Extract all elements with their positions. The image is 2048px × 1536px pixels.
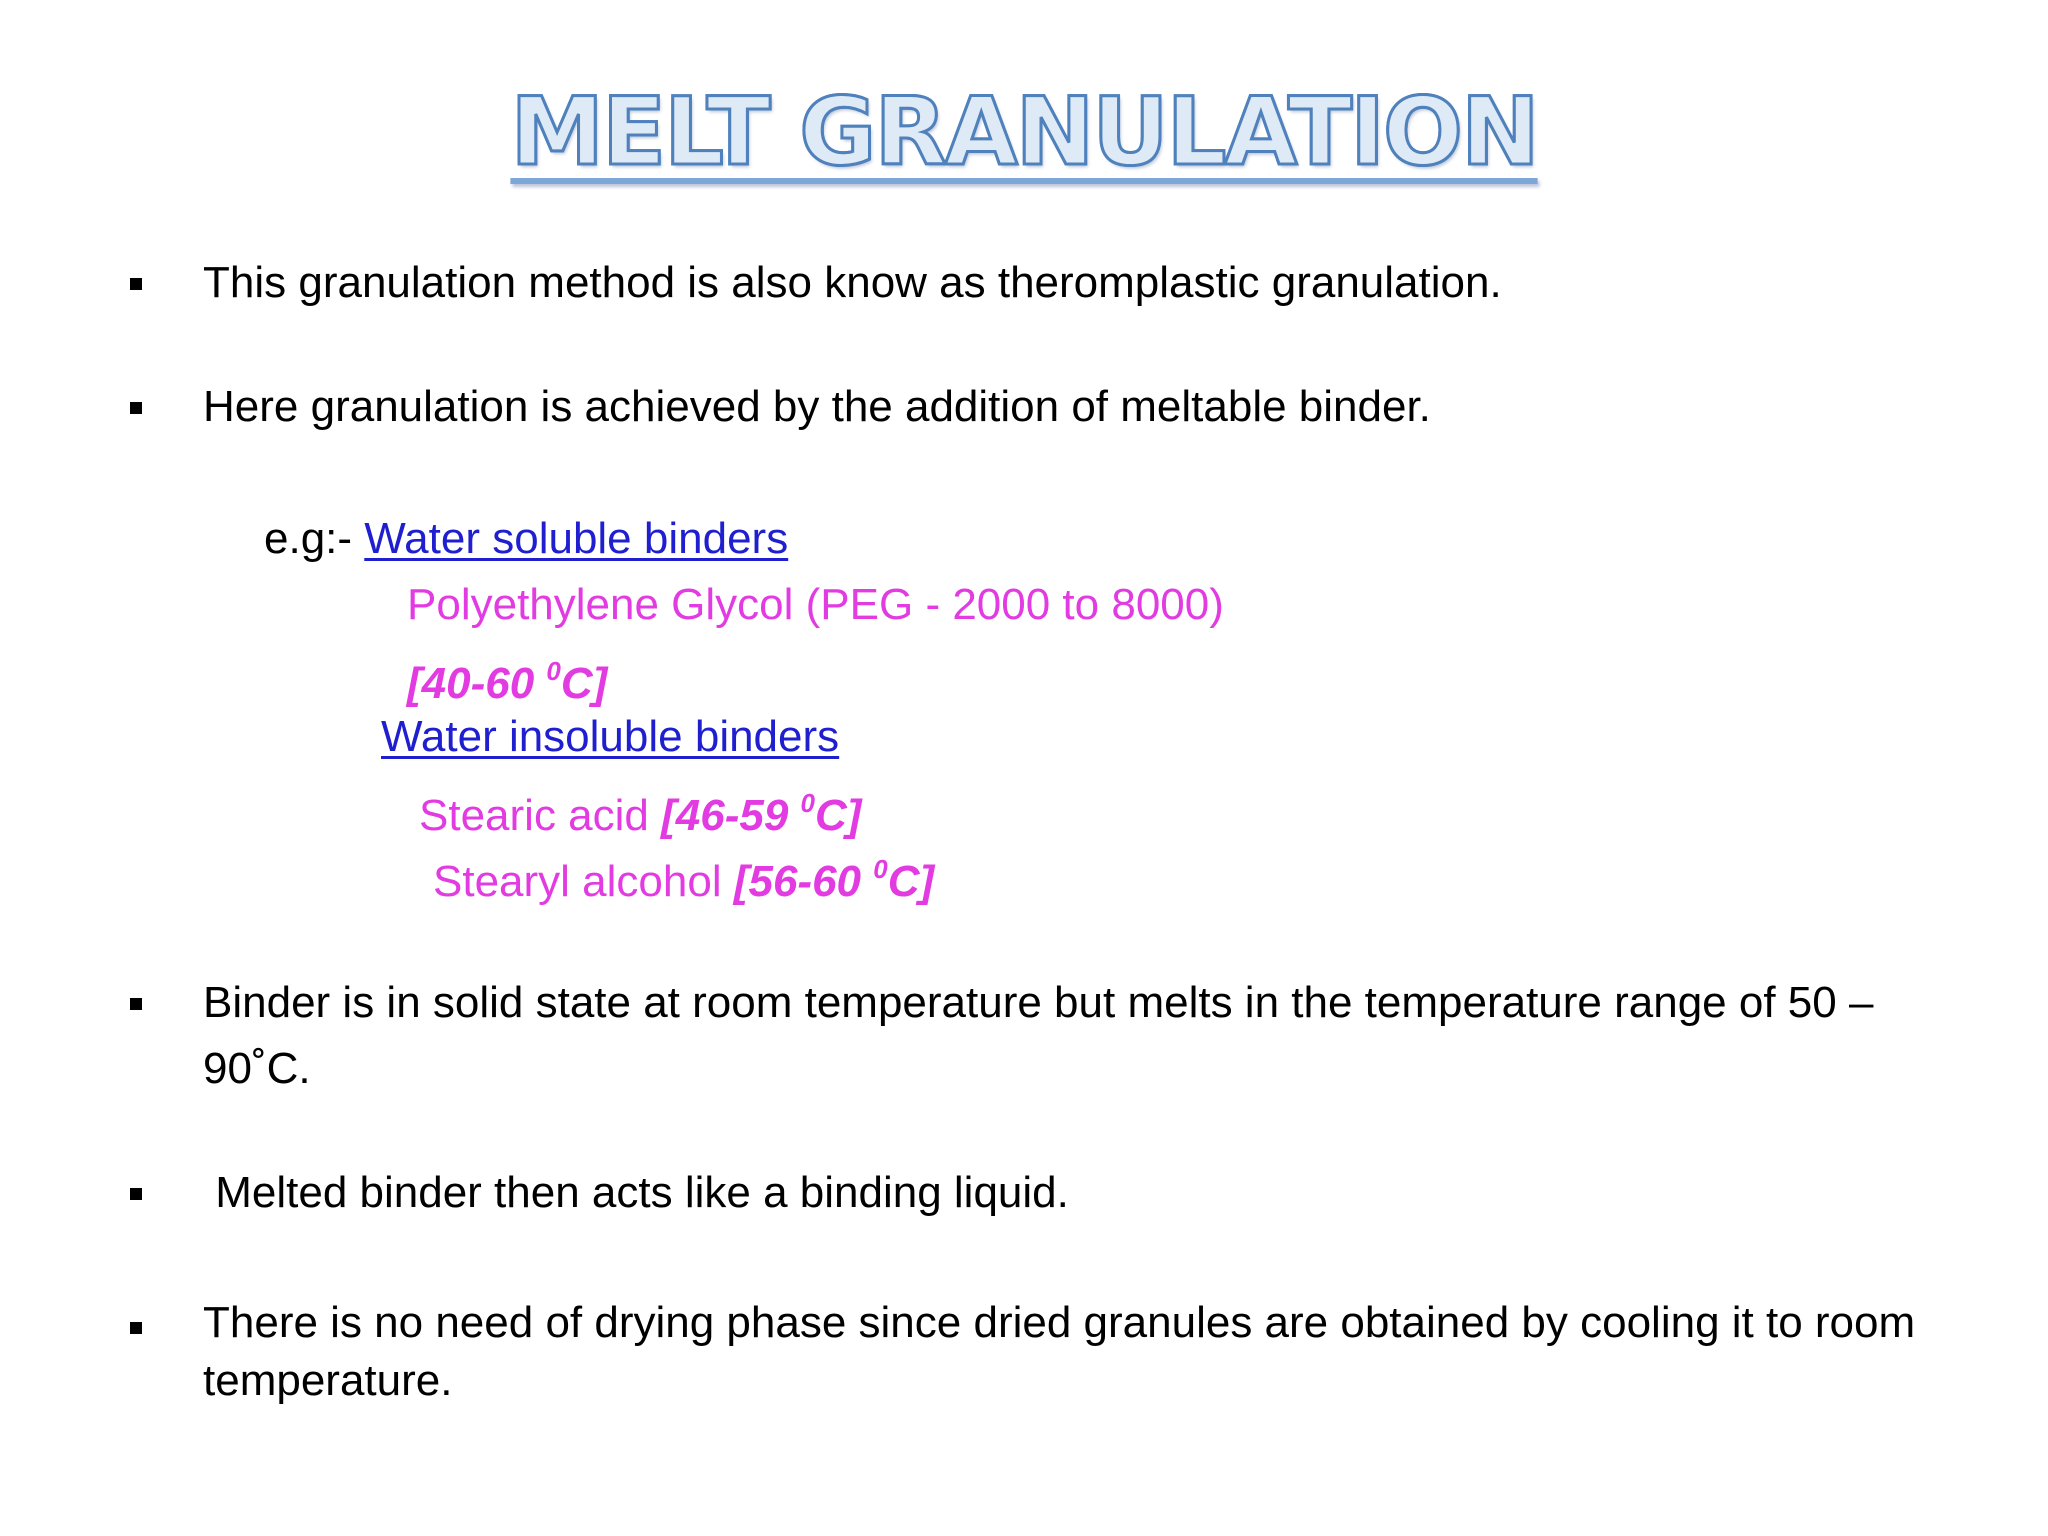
slide-title: MELT GRANULATION <box>510 78 1538 187</box>
peg-range-degree: 0 <box>546 656 561 686</box>
stearyl-alcohol-line <box>433 836 934 915</box>
stearic-acid-name: Stearic acid <box>419 791 662 840</box>
water-insoluble-binders-link[interactable]: Water insoluble binders <box>381 712 840 761</box>
bullet-text-2: Here granulation is achieved by the addition of meltable binder. <box>203 382 1431 431</box>
stearic-range-open: [46-59 <box>661 791 801 840</box>
bullet-text-1: This granulation method is also know as theromplastic granulation. <box>203 258 1502 307</box>
example-prefix: e.g:- <box>264 514 365 563</box>
example-line-water-soluble <box>264 506 788 572</box>
stearyl-range-open: [56-60 <box>733 857 874 906</box>
square-bullet-icon <box>130 998 142 1010</box>
bullet-text-3: Binder is in solid state at room temperature but melts in the temperature range of 50 – 90˚C. <box>203 978 1874 1093</box>
square-bullet-icon <box>130 1188 142 1200</box>
stearic-range-close: C] <box>815 791 862 840</box>
stearyl-range-degree: 0 <box>873 854 888 884</box>
peg-range-open: [40-60 <box>407 659 547 708</box>
square-bullet-icon <box>130 1322 142 1334</box>
example-line-water-insoluble <box>381 704 839 770</box>
peg-name: Polyethylene Glycol (PEG - 2000 to 8000) <box>407 580 1224 629</box>
peg-range-close: C] <box>560 659 608 708</box>
bullet-text-4: Melted binder then acts like a binding liquid. <box>203 1168 1069 1217</box>
water-soluble-binders-link[interactable]: Water soluble binders <box>364 514 789 563</box>
stearyl-range-close: C] <box>887 857 935 906</box>
stearic-range-degree: 0 <box>800 788 815 818</box>
square-bullet-icon <box>130 402 142 414</box>
bullet-text-5: There is no need of drying phase since dried granules are obtained by cooling it to room temperature. <box>203 1298 1916 1405</box>
stearyl-alcohol-name: Stearyl alcohol <box>433 857 734 906</box>
square-bullet-icon <box>130 278 142 290</box>
